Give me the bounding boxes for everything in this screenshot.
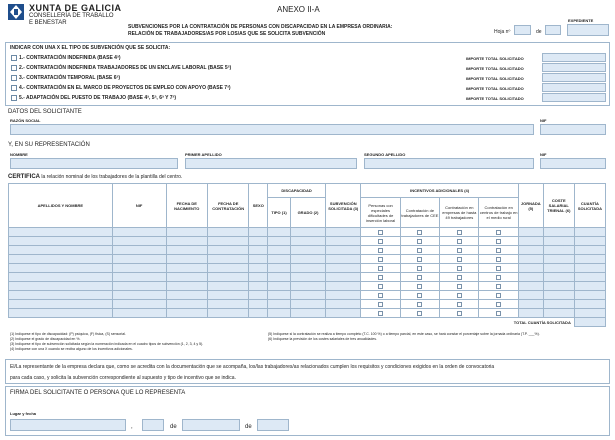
total-label-3: IMPORTE TOTAL SOLICITADO [466,76,524,81]
table-cell[interactable] [574,264,605,273]
table-row [9,273,606,282]
col-inc-rural: Contratación en centros de trabajo en el medio rural [479,198,518,228]
incentive-checkbox-cell[interactable] [479,300,518,309]
table-cell[interactable] [112,309,166,318]
total-field-4[interactable] [542,83,606,92]
table-cell[interactable] [166,291,207,300]
col-nif: NIF [112,184,166,228]
table-cell[interactable] [290,228,325,237]
table-cell[interactable] [249,300,268,309]
incentive-checkbox[interactable] [496,275,501,280]
table-cell[interactable] [207,300,248,309]
incentive-checkbox-cell[interactable] [361,291,400,300]
table-cell[interactable] [268,246,291,255]
incentive-checkbox[interactable] [417,248,422,253]
table-cell[interactable] [543,264,574,273]
incentive-checkbox-cell[interactable] [440,246,479,255]
certifica-text [8,174,182,180]
table-cell[interactable] [249,309,268,318]
table-cell[interactable] [249,264,268,273]
applicant-heading: DATOS DEL SOLICITANTE [8,109,82,115]
col-fecha-contratacion: FECHA DE CONTRATACIÓN [207,184,248,228]
incentive-checkbox-cell[interactable] [479,228,518,237]
table-cell[interactable] [112,264,166,273]
table-cell[interactable] [290,273,325,282]
table-cell[interactable] [166,300,207,309]
incentive-checkbox[interactable] [457,302,462,307]
total-label-4: IMPORTE TOTAL SOLICITADO [466,86,524,91]
subsidy-item-1: 1.- CONTRATACIÓN INDEFINIDA (BASE 4ª) [19,55,121,61]
incentive-checkbox-cell[interactable] [361,273,400,282]
razon-social-label: RAZÓN SOCIAL [10,118,41,123]
total-field-3[interactable] [542,73,606,82]
table-cell[interactable] [574,282,605,291]
incentive-checkbox[interactable] [417,293,422,298]
hoja-total-field[interactable] [545,25,561,35]
table-cell[interactable] [543,237,574,246]
incentive-checkbox-cell[interactable] [440,300,479,309]
logo [7,3,25,21]
col-inc-dificultades: Personas con especiales dificultades de inserción laboral [361,198,400,228]
table-cell[interactable] [543,282,574,291]
col-inc-49: Contratación en empresas de hasta 49 trabajadores [440,198,479,228]
table-row [9,246,606,255]
incentive-checkbox-cell[interactable] [479,309,518,318]
total-label-2: IMPORTE TOTAL SOLICITADO [466,66,524,71]
incentive-checkbox-cell[interactable] [361,309,400,318]
table-cell[interactable] [518,264,543,273]
note-4: (4) Indíquese con una X cuando se reciba alguno de los incentivos adicionales. [10,347,133,351]
expediente-field[interactable] [567,24,609,36]
table-cell[interactable] [9,309,113,318]
apellido1-label: PRIMER APELLIDO [185,152,222,157]
table-cell[interactable] [518,282,543,291]
table-cell[interactable] [207,255,248,264]
incentive-checkbox-cell[interactable] [400,300,439,309]
table-cell[interactable] [326,255,361,264]
table-cell[interactable] [326,264,361,273]
annex-title: ANEXO II-A [277,5,320,14]
incentive-checkbox[interactable] [457,230,462,235]
incentive-checkbox[interactable] [457,257,462,262]
notes-right [268,332,608,342]
col-inc-cee: Contratación de trabajadores de CEE [400,198,439,228]
table-cell[interactable] [268,255,291,264]
table-cell[interactable] [543,309,574,318]
table-cell[interactable] [290,291,325,300]
incentive-checkbox[interactable] [457,266,462,271]
nombre-label: NOMBRE [10,152,28,157]
table-cell[interactable] [268,291,291,300]
incentive-checkbox[interactable] [496,311,501,316]
table-cell[interactable] [290,246,325,255]
place-field[interactable] [10,419,126,431]
total-label-1: IMPORTE TOTAL SOLICITADO [466,56,524,61]
incentive-checkbox[interactable] [378,248,383,253]
table-cell[interactable] [543,291,574,300]
table-cell[interactable] [518,291,543,300]
subsidy-checkbox-2[interactable] [11,65,17,71]
table-cell[interactable] [249,255,268,264]
table-cell[interactable] [290,264,325,273]
incentive-checkbox[interactable] [417,230,422,235]
day-field[interactable] [142,419,164,431]
total-cuantia-field[interactable] [574,318,605,327]
col-tipo: TIPO (1) [268,198,291,228]
incentive-checkbox-cell[interactable] [479,273,518,282]
table-cell[interactable] [112,273,166,282]
col-subvencion: SUBVENCIÓN SOLICITADA (3) [326,184,361,228]
table-cell[interactable] [326,228,361,237]
table-cell[interactable] [518,255,543,264]
table-cell[interactable] [207,237,248,246]
table-row [9,282,606,291]
incentive-checkbox-cell[interactable] [400,255,439,264]
incentive-checkbox[interactable] [457,248,462,253]
incentive-checkbox-cell[interactable] [479,291,518,300]
incentive-checkbox-cell[interactable] [479,282,518,291]
de-label-1: de [170,424,177,430]
incentive-checkbox[interactable] [378,302,383,307]
table-cell[interactable] [574,300,605,309]
incentive-checkbox-cell[interactable] [361,237,400,246]
incentive-checkbox-cell[interactable] [400,282,439,291]
table-cell[interactable] [9,246,113,255]
hoja-number-field[interactable] [514,25,531,35]
table-cell[interactable] [574,291,605,300]
subsidy-checkbox-1[interactable] [11,55,17,61]
incentive-checkbox-cell[interactable] [479,237,518,246]
table-cell[interactable] [543,300,574,309]
total-field-1[interactable] [542,53,606,62]
incentive-checkbox[interactable] [496,257,501,262]
incentive-checkbox[interactable] [378,230,383,235]
razon-social-field[interactable] [10,124,534,135]
table-cell[interactable] [268,309,291,318]
table-cell[interactable] [290,237,325,246]
subsidy-item-4: 4.- CONTRATACIÓN EN EL MARCO DE PROYECTOS DE EMPLEO CON APOYO (BASE 7ª) [19,85,231,91]
table-cell[interactable] [166,246,207,255]
subsidy-item-3: 3.- CONTRATACIÓN TEMPORAL (BASE 6ª) [19,75,121,81]
subsidy-checkbox-4[interactable] [11,85,17,91]
comma-label: , [131,424,133,430]
table-cell[interactable] [290,300,325,309]
month-field[interactable] [182,419,240,431]
note-1: (1) Indíquese el tipo de discapacidad: (P) psíquica, (F) física, (S) sensorial. [10,332,126,336]
incentive-checkbox[interactable] [496,248,501,253]
incentive-checkbox[interactable] [378,275,383,280]
incentive-checkbox[interactable] [378,293,383,298]
table-cell[interactable] [166,255,207,264]
table-cell[interactable] [268,273,291,282]
table-cell[interactable] [9,237,113,246]
incentive-checkbox[interactable] [496,239,501,244]
incentive-checkbox-cell[interactable] [479,246,518,255]
table-cell[interactable] [112,246,166,255]
table-cell[interactable] [268,282,291,291]
declaration-line-1: El/La representante de la empresa declara que, como se acredita con la documentación que se acompaña, los/las trabajadores/as relacionados cumplen los requisitos y condiciones exigidos en la orden de convocatoria [10,364,495,370]
incentive-checkbox-cell[interactable] [361,228,400,237]
total-label-5: IMPORTE TOTAL SOLICITADO [466,96,524,101]
hoja-label: Hoja nº [494,29,511,35]
table-cell[interactable] [207,309,248,318]
place-date-label: Lugar y fecha [10,411,37,416]
incentive-checkbox-cell[interactable] [400,309,439,318]
table-cell[interactable] [207,246,248,255]
col-jornada: JORNADA (5) [518,184,543,228]
incentive-checkbox-cell[interactable] [400,228,439,237]
table-cell[interactable] [249,282,268,291]
incentive-checkbox[interactable] [378,266,383,271]
incentive-checkbox-cell[interactable] [400,291,439,300]
table-cell[interactable] [249,273,268,282]
table-cell[interactable] [9,300,113,309]
table-cell[interactable] [249,246,268,255]
incentive-checkbox[interactable] [417,284,422,289]
incentive-checkbox[interactable] [457,239,462,244]
col-sexo: SEXO [249,184,268,228]
table-cell[interactable] [268,228,291,237]
table-cell[interactable] [518,309,543,318]
total-field-5[interactable] [542,93,606,102]
table-cell[interactable] [166,237,207,246]
incentive-checkbox[interactable] [457,275,462,280]
col-cuantia: CUANTÍA SOLICITADA [574,184,605,228]
table-row [9,228,606,237]
note-2: (2) Indíquese el grado de discapacidad en %. [10,337,81,341]
table-cell[interactable] [166,282,207,291]
table-cell[interactable] [166,273,207,282]
incentive-checkbox-cell[interactable] [400,246,439,255]
org-department-2: E BENESTAR [29,20,67,26]
col-fecha-nacimiento: FECHA DE NACIMIENTO [166,184,207,228]
subsidy-item-2: 2.- CONTRATACIÓN INDEFINIDA TRABAJADORES DE UN ENCLAVE LABORAL (BASE 5ª) [19,65,232,71]
table-row [9,255,606,264]
col-grado: GRADO (2) [290,198,325,228]
representative-heading: Y, EN SU REPRESENTACIÓN [8,142,90,148]
total-field-2[interactable] [542,63,606,72]
incentive-checkbox-cell[interactable] [361,246,400,255]
workers-table [8,183,606,327]
table-cell[interactable] [574,228,605,237]
incentive-checkbox-cell[interactable] [400,237,439,246]
table-cell[interactable] [518,228,543,237]
table-cell[interactable] [9,273,113,282]
incentive-checkbox-cell[interactable] [440,282,479,291]
table-cell[interactable] [574,255,605,264]
apellido2-label: SEGUNDO APELLIDO [364,152,406,157]
total-cuantia-label: TOTAL CUANTÍA SOLICITADA [9,318,575,327]
table-cell[interactable] [112,228,166,237]
incentive-checkbox-cell[interactable] [440,291,479,300]
subsidy-heading: INDICAR CON UNA X EL TIPO DE SUBVENCIÓN QUE SE SOLICITA: [10,45,171,51]
hoja-de-label: de [536,29,542,35]
table-cell[interactable] [166,264,207,273]
representative-nif-label: NIF [540,152,547,157]
incentive-checkbox-cell[interactable] [440,309,479,318]
certifica-description: la relación nominal de los trabajadores de la plantilla del centro. [41,174,183,180]
table-cell[interactable] [249,228,268,237]
table-cell[interactable] [268,264,291,273]
table-cell[interactable] [290,282,325,291]
incentive-checkbox[interactable] [417,302,422,307]
table-cell[interactable] [9,264,113,273]
form-subtitle-2: RELACIÓN DE TRABAJADORES/AS POR LOS/AS QUE SE SOLICITA SUBVENCIÓN [128,31,326,37]
representative-nif-field[interactable] [540,158,606,169]
table-cell[interactable] [9,255,113,264]
signature-heading: FIRMA DEL SOLICITANTE O PERSONA QUE LO REPRESENTA [10,390,186,396]
year-field[interactable] [257,419,289,431]
table-cell[interactable] [543,273,574,282]
table-cell[interactable] [326,309,361,318]
applicant-nif-label: NIF [540,118,547,123]
table-cell[interactable] [268,237,291,246]
note-5: (5) Indíquese si la contratación se realiza a tiempo completo (T.C. 100 %) o a tiempo parcial, en este caso, se hará constar el porcentaje sobre la jornada ordinaria (T.P. ___%). [268,332,540,336]
incentive-checkbox[interactable] [417,311,422,316]
incentive-checkbox[interactable] [378,239,383,244]
table-cell[interactable] [543,255,574,264]
table-cell[interactable] [207,228,248,237]
table-cell[interactable] [207,273,248,282]
incentive-checkbox-cell[interactable] [361,300,400,309]
table-cell[interactable] [249,291,268,300]
table-row [9,291,606,300]
incentive-checkbox-cell[interactable] [479,255,518,264]
table-row [9,309,606,318]
table-cell[interactable] [112,237,166,246]
table-cell[interactable] [574,273,605,282]
incentive-checkbox-cell[interactable] [361,255,400,264]
incentive-checkbox[interactable] [496,266,501,271]
table-cell[interactable] [112,300,166,309]
incentive-checkbox[interactable] [496,302,501,307]
incentive-checkbox[interactable] [496,293,501,298]
table-cell[interactable] [268,300,291,309]
table-cell[interactable] [9,228,113,237]
table-cell[interactable] [249,237,268,246]
org-department: CONSELLERÍA DE TRABALLO [29,13,114,19]
table-cell[interactable] [9,282,113,291]
col-group-incentivos: INCENTIVOS ADICIONALES (4) [361,184,519,198]
table-cell[interactable] [166,228,207,237]
incentive-checkbox[interactable] [417,275,422,280]
table-cell[interactable] [326,291,361,300]
table-cell[interactable] [574,309,605,318]
table-cell[interactable] [326,273,361,282]
table-row [9,300,606,309]
table-cell[interactable] [207,282,248,291]
table-cell[interactable] [112,282,166,291]
incentive-checkbox[interactable] [378,284,383,289]
incentive-checkbox[interactable] [378,257,383,262]
table-cell[interactable] [207,264,248,273]
table-cell[interactable] [543,228,574,237]
incentive-checkbox[interactable] [457,284,462,289]
table-cell[interactable] [543,246,574,255]
note-3: (3) Indíquese el tipo de subvención solicitada según la numeración indicada en el cuadro tipos de subvención (1, 2, 3, 4 y 5). [10,342,204,346]
table-cell[interactable] [207,291,248,300]
expediente-label: EXPEDIENTE [568,18,594,23]
note-6: (6) Indíquese la previsión de los costes salariales de tres anualidades. [268,337,377,341]
incentive-checkbox-cell[interactable] [440,255,479,264]
incentive-checkbox-cell[interactable] [440,237,479,246]
incentive-checkbox[interactable] [417,266,422,271]
incentive-checkbox[interactable] [417,257,422,262]
org-name: XUNTA DE GALICIA [29,3,122,13]
incentive-checkbox-cell[interactable] [361,264,400,273]
incentive-checkbox-cell[interactable] [479,264,518,273]
subsidy-item-5: 5.- ADAPTACIÓN DEL PUESTO DE TRABAJO (BASE 4ª, 5ª, 6ª Y 7ª) [19,95,177,101]
incentive-checkbox-cell[interactable] [400,264,439,273]
table-cell[interactable] [518,300,543,309]
certifica-label: CERTIFICA [8,174,40,180]
table-cell[interactable] [290,309,325,318]
apellido1-field[interactable] [185,158,357,169]
nombre-field[interactable] [10,158,178,169]
incentive-checkbox[interactable] [496,284,501,289]
apellido2-field[interactable] [364,158,534,169]
table-row [9,264,606,273]
incentive-checkbox[interactable] [496,230,501,235]
subsidy-checkbox-5[interactable] [11,95,17,101]
table-cell[interactable] [9,291,113,300]
table-cell[interactable] [326,300,361,309]
table-cell[interactable] [290,255,325,264]
incentive-checkbox[interactable] [378,311,383,316]
applicant-nif-field[interactable] [540,124,606,135]
table-cell[interactable] [166,309,207,318]
table-cell[interactable] [326,282,361,291]
col-apellidos-nombre: APELLIDOS Y NOMBRE [9,184,113,228]
incentive-checkbox-cell[interactable] [440,273,479,282]
table-cell[interactable] [574,246,605,255]
incentive-checkbox-cell[interactable] [440,264,479,273]
table-cell[interactable] [112,291,166,300]
col-group-discapacidad: DISCAPACIDAD [268,184,326,198]
table-cell[interactable] [326,246,361,255]
incentive-checkbox[interactable] [457,293,462,298]
table-cell[interactable] [518,237,543,246]
table-cell[interactable] [518,273,543,282]
table-cell[interactable] [112,255,166,264]
table-cell[interactable] [326,237,361,246]
declaration-line-2: para cada caso, y solicita la subvención correspondiente al supuesto y tipo de incentivo que se indica. [10,375,236,381]
incentive-checkbox[interactable] [417,239,422,244]
incentive-checkbox-cell[interactable] [400,273,439,282]
incentive-checkbox[interactable] [457,311,462,316]
form-subtitle: SUBVENCIONES POR LA CONTRATACIÓN DE PERSONAS CON DISCAPACIDAD EN LA EMPRESA ORDINARIA: [128,24,393,30]
subsidy-checkbox-3[interactable] [11,75,17,81]
incentive-checkbox-cell[interactable] [440,228,479,237]
de-label-2: de [245,424,252,430]
table-cell[interactable] [574,237,605,246]
table-row [9,237,606,246]
col-coste-salarial: COSTE SALARIAL TRIENAL (6) [543,184,574,228]
notes-left [10,332,260,352]
table-cell[interactable] [518,246,543,255]
incentive-checkbox-cell[interactable] [361,282,400,291]
